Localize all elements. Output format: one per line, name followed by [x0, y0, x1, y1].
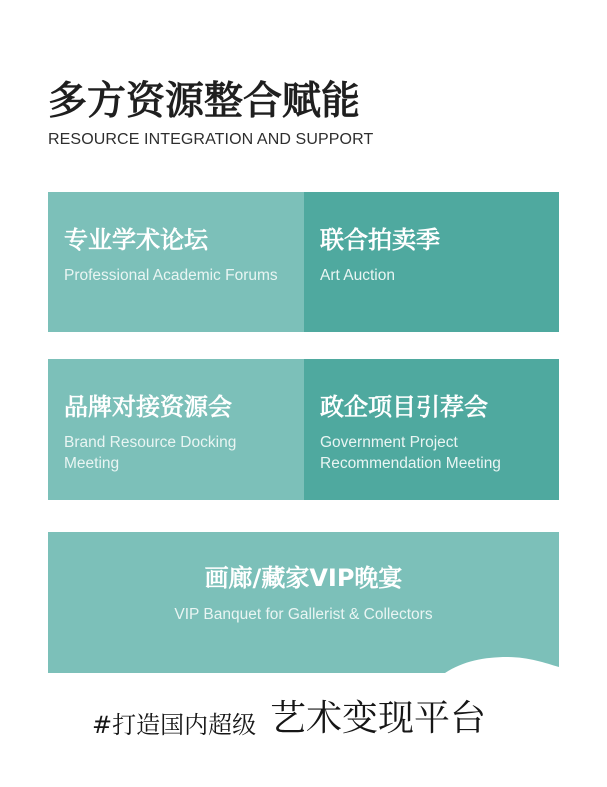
card-academic-forums	[48, 192, 304, 332]
card-brand-resource	[48, 359, 304, 500]
tagline-emphasis: 艺术变现平台	[270, 698, 487, 739]
card-title: 联合拍卖季	[320, 226, 440, 254]
card-subtitle: Brand Resource Docking Meeting	[64, 434, 237, 472]
card-title: 专业学术论坛	[64, 226, 208, 254]
card-art-auction	[304, 192, 559, 332]
card-subtitle: Professional Academic Forums	[64, 267, 278, 284]
page-subtitle: RESOURCE INTEGRATION AND SUPPORT	[48, 131, 374, 148]
card-title: 政企项目引荐会	[320, 393, 488, 421]
card-title: 画廊/藏家VIP晚宴	[204, 564, 403, 592]
page-title: 多方资源整合赋能	[48, 79, 361, 124]
card-vip-banquet	[48, 532, 559, 673]
tagline-prefix: #打造国内超级	[92, 711, 257, 739]
card-subtitle: Government Project Recommendation Meeting	[320, 434, 501, 472]
footer-tagline	[92, 697, 522, 745]
card-government-project	[304, 359, 559, 500]
wave-decoration	[445, 657, 559, 673]
card-subtitle: Art Auction	[320, 267, 395, 284]
card-title: 品牌对接资源会	[64, 393, 232, 421]
card-subtitle: VIP Banquet for Gallerist & Collectors	[174, 606, 433, 623]
